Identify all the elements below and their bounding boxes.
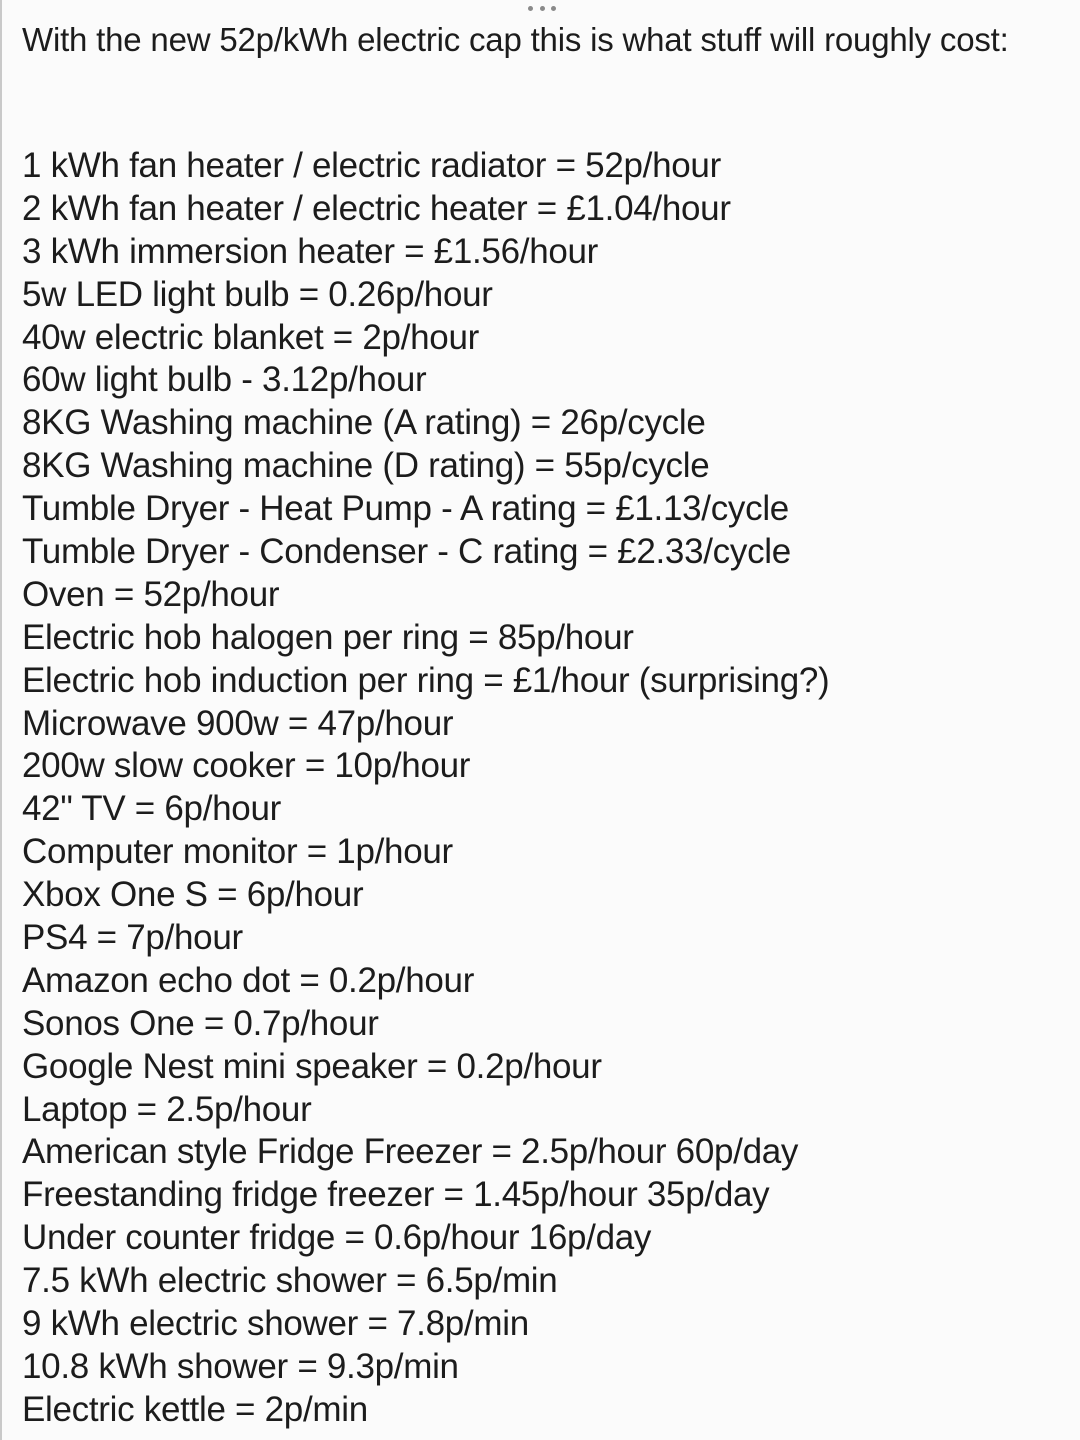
list-item: 7.5 kWh electric shower = 6.5p/min bbox=[22, 1261, 558, 1301]
list-item: Amazon echo dot = 0.2p/hour bbox=[22, 960, 475, 1000]
list-item: 8KG Washing machine (A rating) = 26p/cycle bbox=[22, 403, 706, 443]
list-item: 42" TV = 6p/hour bbox=[22, 789, 281, 829]
list-item: PS4 = 7p/hour bbox=[22, 918, 243, 958]
list-item: 10.8 kWh shower = 9.3p/min bbox=[22, 1346, 459, 1386]
post-heading: With the new 52p/kWh electric cap this is what stuff will roughly cost: bbox=[22, 21, 1009, 58]
list-item: 2 kWh fan heater / electric heater = £1.04/hour bbox=[22, 188, 731, 228]
more-horizontal-icon[interactable] bbox=[528, 2, 556, 14]
list-item: Oven = 52p/hour bbox=[22, 574, 280, 614]
list-item: Microwave 900w = 47p/hour bbox=[22, 703, 454, 743]
dot bbox=[540, 6, 545, 11]
list-item: 60w light bulb - 3.12p/hour bbox=[22, 360, 427, 400]
list-item: Tumble Dryer - Heat Pump - A rating = £1.13/cycle bbox=[22, 489, 789, 529]
list-item: 200w slow cooker = 10p/hour bbox=[22, 746, 471, 786]
list-item: Electric kettle = 2p/min bbox=[22, 1389, 368, 1429]
list-item: Tumble Dryer - Condenser - C rating = £2.33/cycle bbox=[22, 532, 791, 572]
list-item: 9 kWh electric shower = 7.8p/min bbox=[22, 1304, 529, 1344]
list-item: 40w electric blanket = 2p/hour bbox=[22, 317, 479, 357]
list-item: 8KG Washing machine (D rating) = 55p/cycle bbox=[22, 446, 710, 486]
list-item: Sonos One = 0.7p/hour bbox=[22, 1003, 379, 1043]
list-item: 1 kWh fan heater / electric radiator = 52p/hour bbox=[22, 146, 721, 185]
list-item: Xbox One S = 6p/hour bbox=[22, 875, 364, 915]
cost-list bbox=[22, 145, 1072, 1432]
list-item: Electric hob induction per ring = £1/hour (surprising?) bbox=[22, 660, 830, 700]
list-item: Electric hob halogen per ring = 85p/hour bbox=[22, 617, 634, 657]
list-item: 5w LED light bulb = 0.26p/hour bbox=[22, 274, 493, 314]
list-item: 3 kWh immersion heater = £1.56/hour bbox=[22, 231, 599, 271]
list-item: Under counter fridge = 0.6p/hour 16p/day bbox=[22, 1218, 652, 1258]
list-item: Laptop = 2.5p/hour bbox=[22, 1089, 312, 1129]
list-item: Google Nest mini speaker = 0.2p/hour bbox=[22, 1046, 602, 1086]
dot bbox=[551, 6, 556, 11]
list-item: Computer monitor = 1p/hour bbox=[22, 832, 453, 872]
list-item: Freestanding fridge freezer = 1.45p/hour 35p/day bbox=[22, 1175, 770, 1215]
list-item: American style Fridge Freezer = 2.5p/hour 60p/day bbox=[22, 1132, 799, 1172]
dot bbox=[528, 6, 533, 11]
